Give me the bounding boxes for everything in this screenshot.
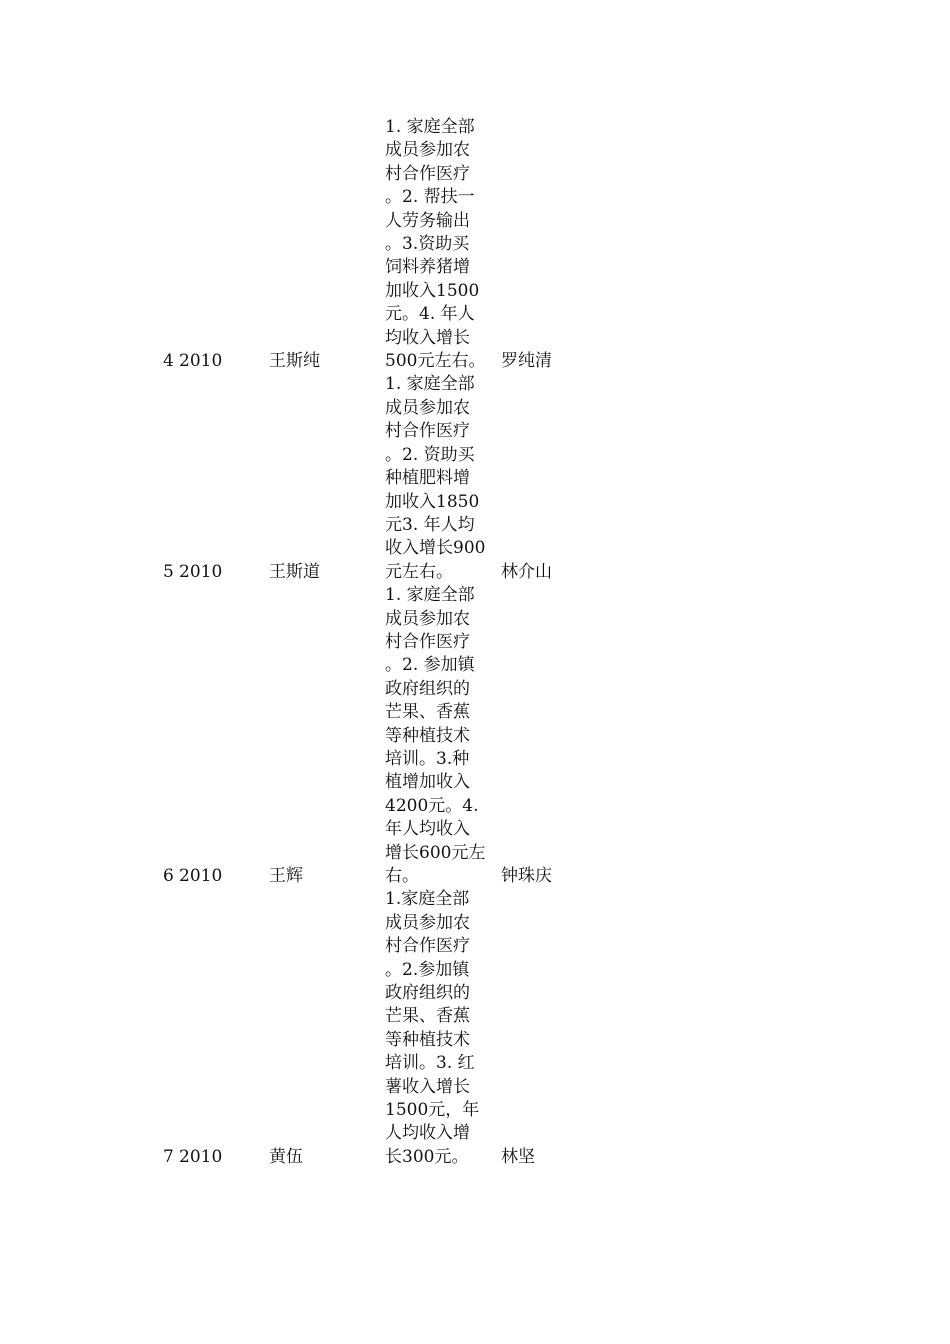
row-year: 2010 xyxy=(179,561,223,582)
row-number: 7 xyxy=(163,1146,174,1167)
helper-name: 钟珠庆 xyxy=(501,866,552,886)
helper-name: 林坚 xyxy=(501,1146,535,1167)
row-number: 5 xyxy=(163,561,174,582)
household-name: 王斯道 xyxy=(269,561,320,582)
household-name: 黄伍 xyxy=(269,1146,303,1167)
helper-name: 罗纯清 xyxy=(501,351,552,372)
table-row xyxy=(163,888,583,1169)
household-name: 王斯纯 xyxy=(269,351,320,372)
row-number: 6 xyxy=(163,866,174,886)
row-year: 2010 xyxy=(179,351,223,372)
table-row xyxy=(163,584,583,888)
table-row xyxy=(163,116,583,373)
assistance-measures: 1. 家庭全部 成员参加农 村合作医疗 。2. 帮扶一 人劳务输出 。3.资助买 饲料养猪增 加收入1500 元。4. 年人 均收入增长 500元左右。 xyxy=(385,117,486,372)
table-row xyxy=(163,373,583,584)
assistance-measures: 1.家庭全部 成员参加农 村合作医疗 。2.参加镇 政府组织的 芒果、香蕉 等种植技术 培训。3. 红 薯收入增长 1500元，年 人均收入增 长300元。 xyxy=(385,889,480,1167)
row-number: 4 xyxy=(163,351,174,372)
assistance-measures: 1. 家庭全部 成员参加农 村合作医疗 。2. 资助买 种植肥料增 加收入1850 元3. 年人均 收入增长900 元左右。 xyxy=(385,374,486,582)
assistance-table xyxy=(163,116,583,1169)
helper-name: 林介山 xyxy=(501,561,552,582)
row-year: 2010 xyxy=(179,866,223,886)
assistance-measures: 1. 家庭全部 成员参加农 村合作医疗 。2. 参加镇 政府组织的 芒果、香蕉 等种植技术 培训。3.种 植增加收入 4200元。4. 年人均收入 增长600元左 右。 xyxy=(385,585,486,886)
row-year: 2010 xyxy=(179,1146,223,1167)
household-name: 王辉 xyxy=(269,866,303,886)
